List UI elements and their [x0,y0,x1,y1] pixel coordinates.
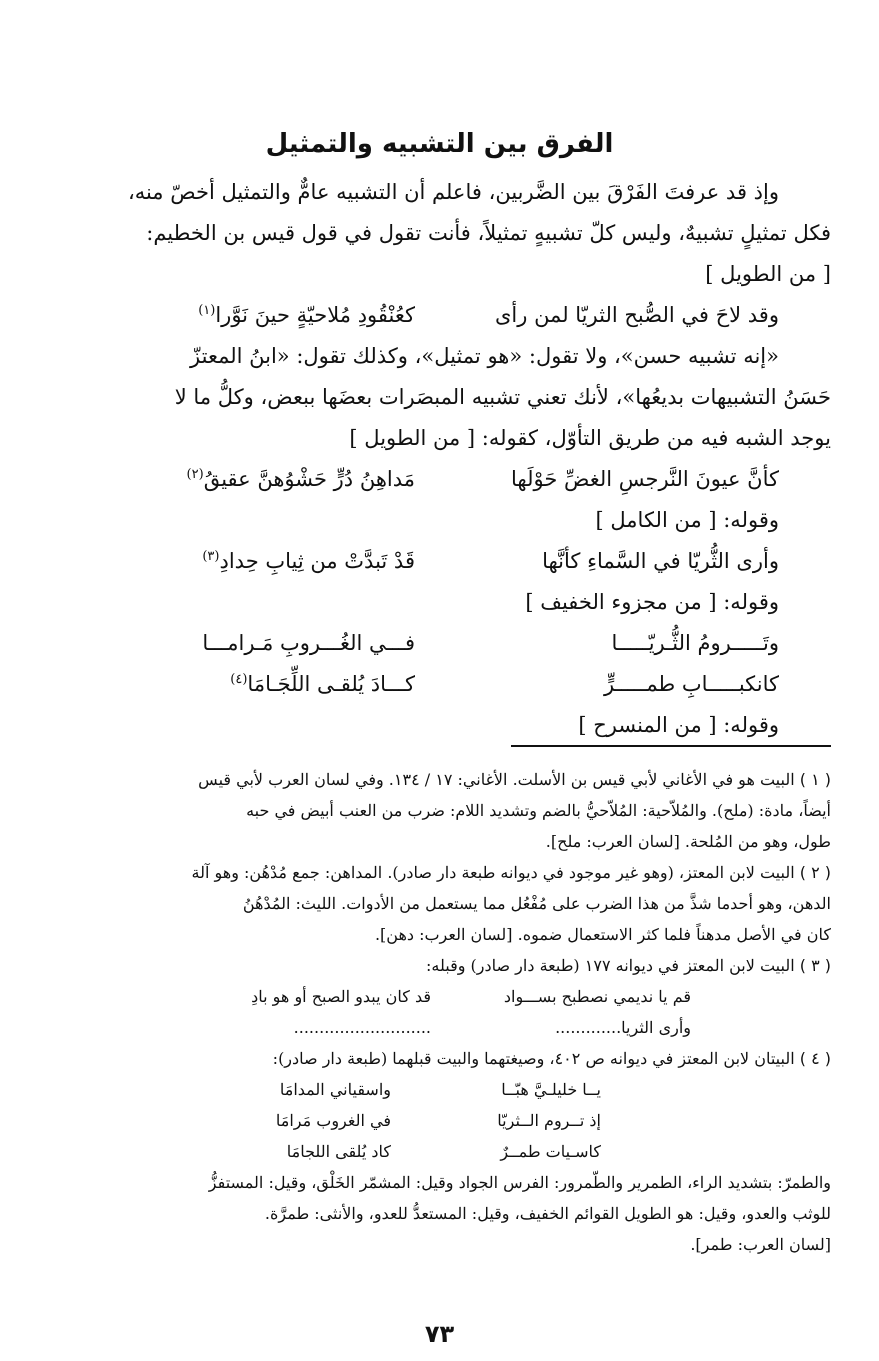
verse-hemistich: فـــي الغُـــروبِ مَـرامـــا [202,631,415,655]
meter-label: [ من الطويل ] [705,262,831,286]
main-text [45,172,831,746]
verse-hemistich-text: مَداهِنُ دُرٍّ حَشْوُهنَّ عقيقُ [203,467,415,491]
footnote-hemistich: ........................... [293,1018,431,1037]
footnote-number: ( ١ ) [799,770,831,789]
meter-label: وقوله: [ من الكامل ] [595,508,779,532]
footnote-line [41,764,831,795]
footnote-verse [41,981,831,1012]
verse-line [45,664,831,705]
footnote-hemistich: قم يا نديمي نصطبح بســـواد [503,987,691,1006]
verse-line [45,541,831,582]
footnote-line: [لسان العرب: طمر]. [690,1235,831,1254]
footnote-line [41,1043,831,1074]
footnote-hemistich: واسقياني المدامَا [279,1080,391,1099]
footnote-ref: (٣) [202,549,220,564]
footnote-text: البيت لابن المعتز في ديوانه ١٧٧ (طبعة دار صادر) وقبله: [425,956,795,975]
footnote-line: كان في الأصل مدهناً فلما كثر الاستعمال ضموه. [لسان العرب: دهن]. [374,925,831,944]
meter-label: وقوله: [ من المنسرح ] [578,713,779,737]
verse-hemistich: وتَـــــرومُ الثُّـريّـــــا [611,631,779,655]
footnote-verse [41,1105,831,1136]
footnote-number: ( ٢ ) [799,863,831,882]
footnote-ref: (١) [198,303,216,318]
paragraph-line: فكل تمثيلٍ تشبيهٌ، وليس كلّ تشبيهٍ تمثيلاً، فأنت تقول في قول قيس بن الخطيم: [146,221,831,245]
verse-hemistich: وأرى الثُّريّا في السَّماءِ كأنَّها [542,549,779,573]
footnote-hemistich: كاسـيات طمــرٌ [500,1142,601,1161]
verse-hemistich: كأنَّ عيونَ النَّرجسِ الغضِّ حَوْلَها [511,467,779,491]
footnote-line: والطمرّ: بتشديد الراء، الطمرير والطّمرور: الفرس الجواد وقيل: المشمّر الخَلْق، وقيل: المستفزُّ [208,1173,831,1192]
paragraph-line: يوجد الشبه فيه من طريق التأوّل، كقوله: [ من الطويل ] [349,426,831,450]
footnote-ref: (٢) [186,467,204,482]
verse-line [45,459,831,500]
verse-hemistich-text: كـــادَ يُلقـى اللِّجَـامَا [247,672,415,696]
footnote-number: ( ٣ ) [799,956,831,975]
page-number: ٧٣ [424,1320,455,1348]
section-title: الفرق بين التشبيه والتمثيل [265,129,614,159]
verse-line [45,623,831,664]
verse-hemistich-text: كعُنْقُودِ مُلاحيّةٍ حينَ نَوَّرا [215,303,415,327]
footnote-verse [41,1074,831,1105]
verse-hemistich-text: قَدْ تَبدَّتْ من ثِيابِ حِدادِ [219,549,415,573]
paragraph-line: حَسَنُ التشبيهات بديعُها»، لأنك تعني تشبيه المبصَرات بعضَها ببعض، وكلُّ ما لا [174,385,831,409]
footnote-verse [41,1136,831,1167]
footnote-line: للوثب والعدو، وقيل: هو الطويل القوائم الخفيف، وقيل: المستعدُّ للعدو، والأنثى: طمرَّة. [264,1204,831,1223]
verse-hemistich [187,459,415,500]
footnote-line: أيضاً، مادة: (ملح). والمُلاّحية: المُلاّحيُّ بالضم وتشديد اللام: ضرب من العنب أبيض في حبه [246,801,831,820]
footnote-line [41,950,831,981]
footnote-hemistich: إذ تــروم الــثريّا [497,1111,601,1130]
verse-hemistich [230,664,415,705]
footnote-verse [41,1012,831,1043]
footnote-ref: (٤) [230,672,248,687]
footnote-line [41,857,831,888]
footnote-hemistich: قد كان يبدو الصبح أو هو بادِ [251,987,431,1006]
footnote-hemistich: يــا خليلـيَّ هبّــا [501,1080,601,1099]
verse-hemistich [198,295,415,336]
verse-hemistich [202,541,415,582]
footnote-text: البيت هو في الأغاني لأبي قيس بن الأسلت. الأغاني: ١٧ / ١٣٤. وفي لسان العرب لأبي قيس [198,770,795,789]
footnote-line: طول، وهو من المُلحة. [لسان العرب: ملح]. [545,832,831,851]
footnote-text: البيت لابن المعتز، (وهو غير موجود في ديوانه طبعة دار صادر). المداهن: جمع مُدْهُن: وهو آلة [191,863,795,882]
verse-line [45,295,831,336]
paragraph-line: وإذ قد عرفتَ الفَرْقَ بين الضَّربين، فاعلم أن التشبيه عامٌّ والتمثيل أخصّ منه، [127,180,779,204]
paragraph-line: «إنه تشبيه حسن»، ولا تقول: «هو تمثيل»، وكذلك تقول: «ابنُ المعتزّ [190,344,779,368]
footnote-hemistich: كاد يُلقى اللجامَا [286,1142,391,1161]
footnote-number: ( ٤ ) [799,1049,831,1068]
verse-hemistich: وقد لاحَ في الصُّبح الثريّا لمن رأى [494,303,779,327]
footnote-hemistich: في الغروب مَرامَا [275,1111,391,1130]
footnote-separator [511,745,831,747]
verse-hemistich: كانكبـــــابِ طمـــــرٍّ [604,672,779,696]
footnotes [41,764,831,1260]
meter-label: وقوله: [ من مجزوء الخفيف ] [525,590,779,614]
footnote-hemistich: وأرى الثريا............. [555,1018,691,1037]
footnote-text: البيتان لابن المعتز في ديوانه ص ٤٠٢، وصيغتهما والبيت قبلهما (طبعة دار صادر): [272,1049,795,1068]
footnote-line: الدهن، وهو أحدما شذَّ من هذا الضرب على مُفْعُل مما يستعمل من الأدوات. الليث: المُدْهُنُ [242,894,831,913]
